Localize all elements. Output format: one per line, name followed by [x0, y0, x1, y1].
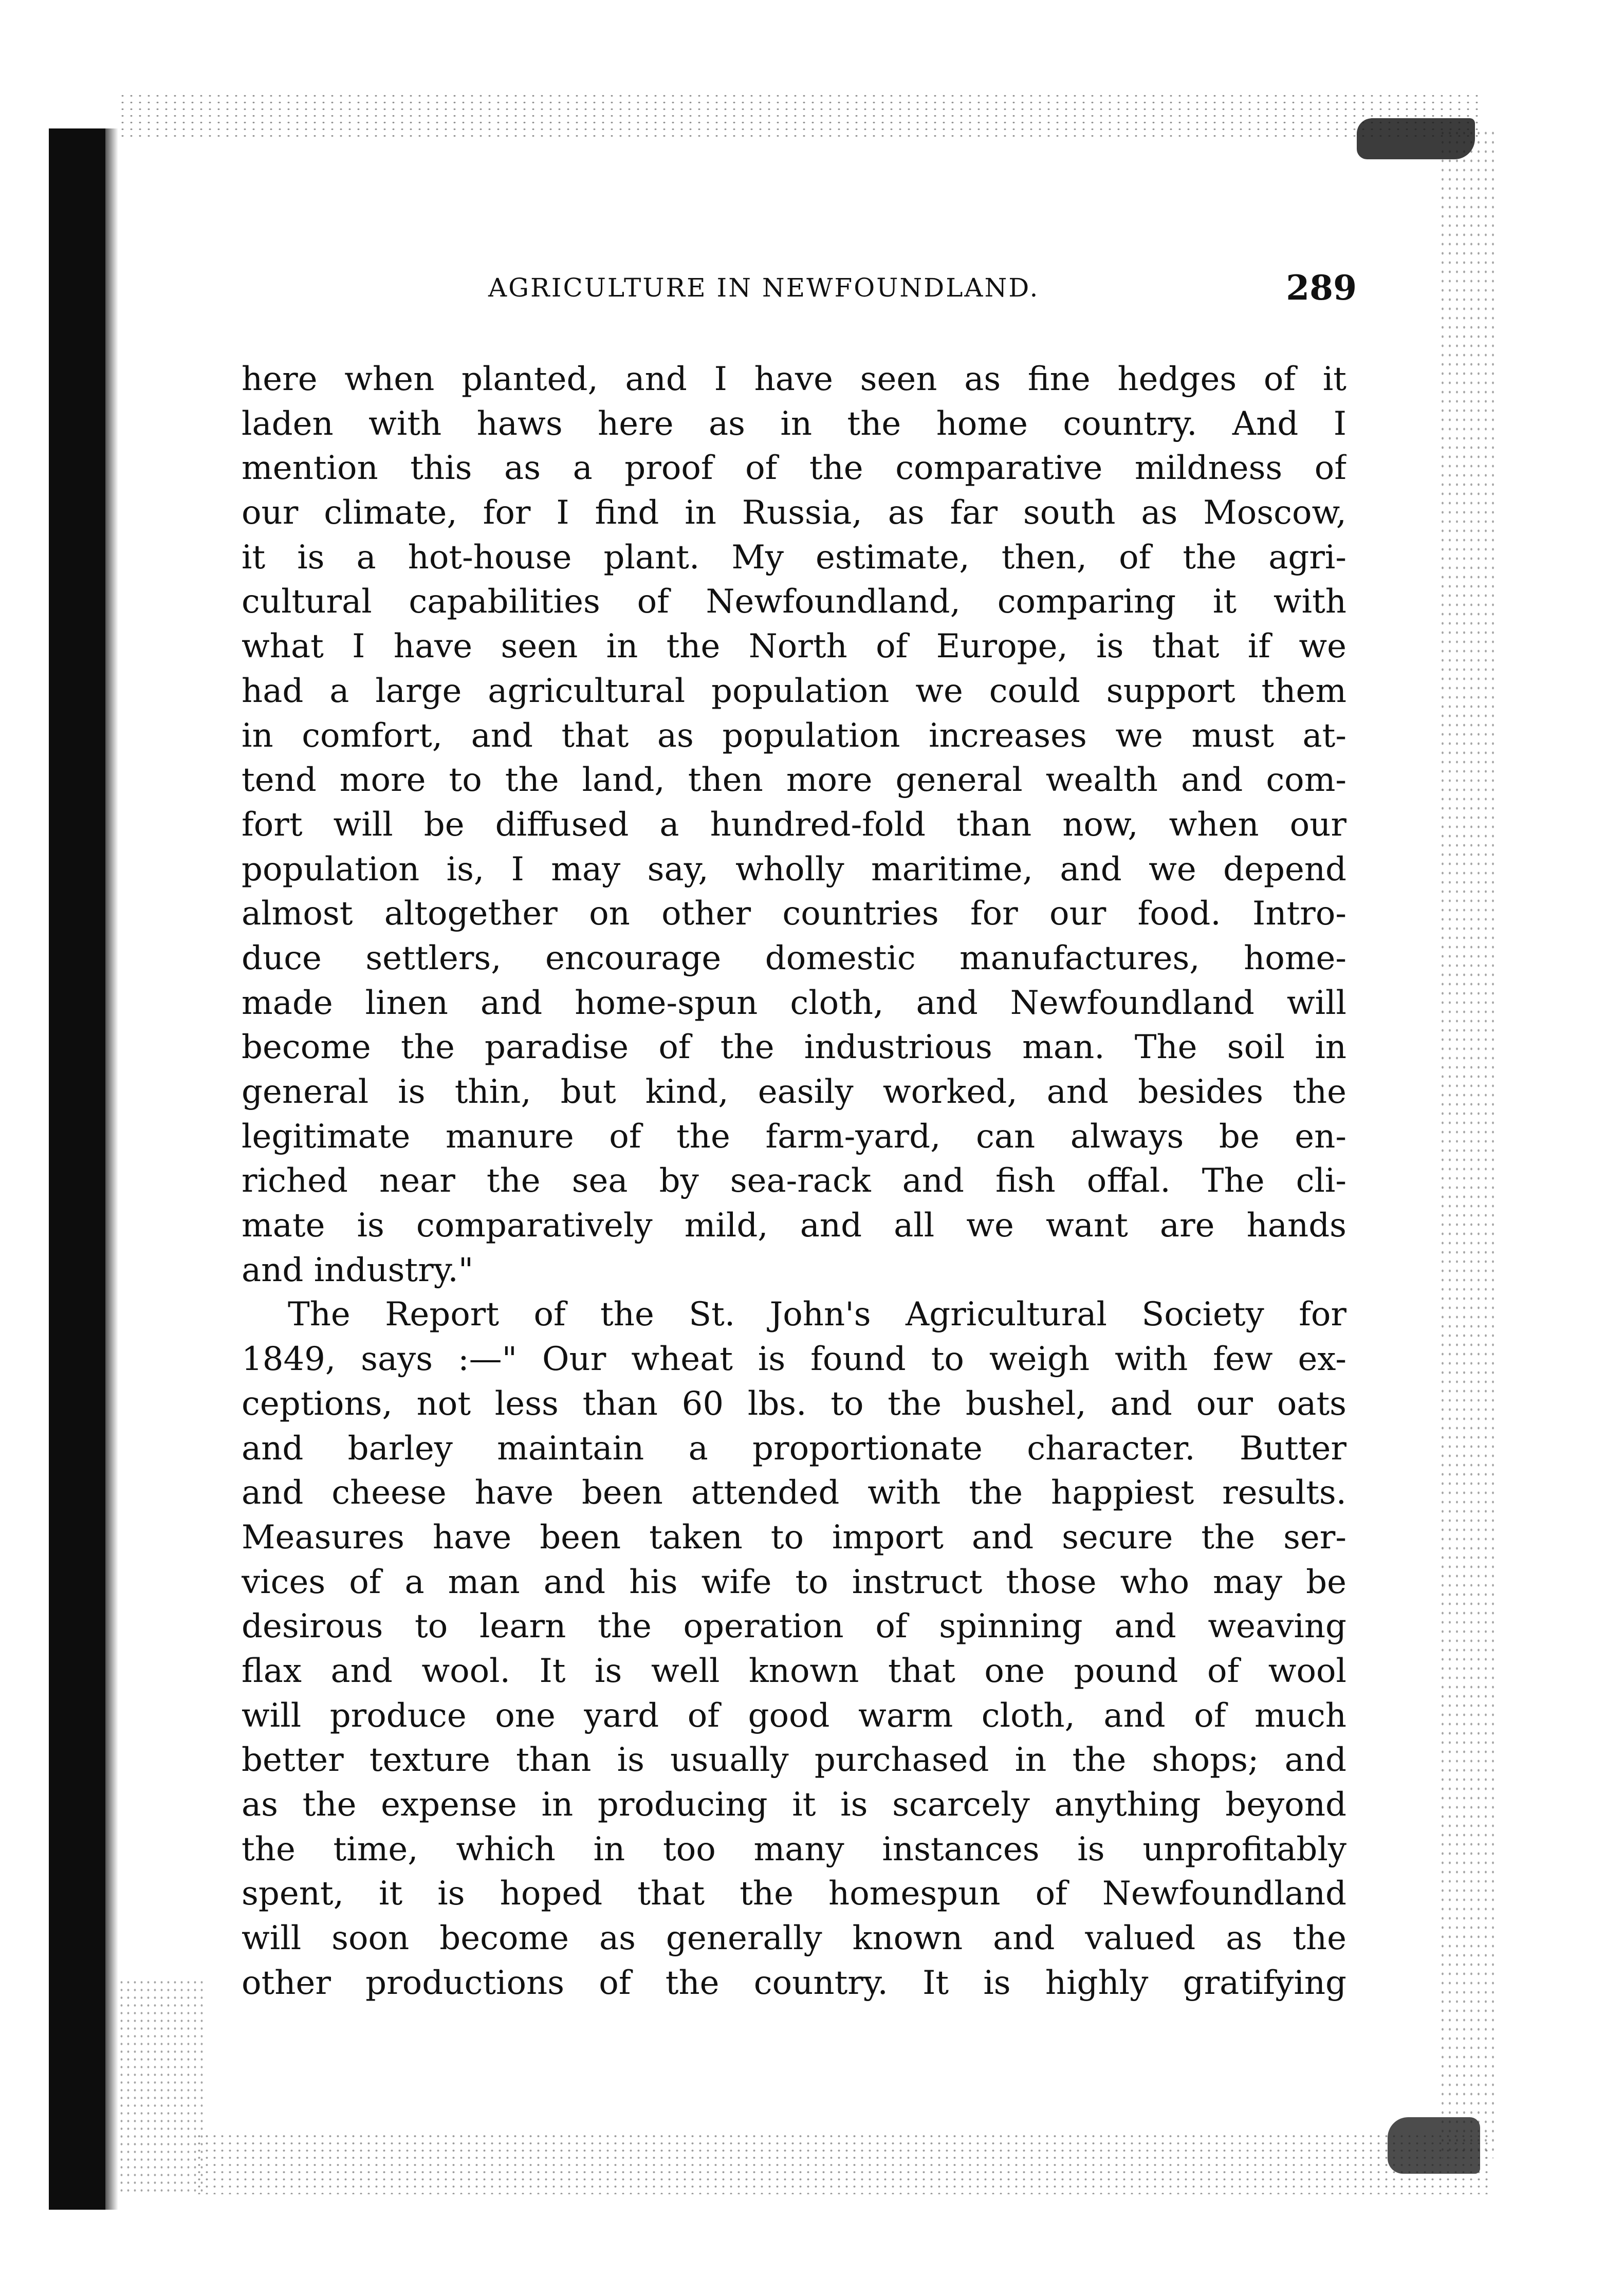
text-line: our climate, for I find in Russia, as far south as Moscow,	[242, 494, 1346, 532]
text-line: laden with haws here as in the home country. And I	[242, 404, 1346, 443]
text-line: become the paradise of the industrious man. The soil in	[242, 1028, 1346, 1067]
text-line: what I have seen in the North of Europe, is that if we	[242, 627, 1346, 666]
text-line: cultural capabilities of Newfoundland, comparing it with	[242, 583, 1346, 621]
text-line: will produce one yard of good warm cloth, and of much	[242, 1696, 1346, 1735]
text-line: as the expense in producing it is scarcely anything beyond	[242, 1786, 1346, 1824]
text-line: fort will be diffused a hundred-fold than now, when our	[242, 805, 1346, 844]
binding-edge	[49, 128, 105, 2210]
scan-noise-top	[118, 92, 1480, 139]
text-line: and cheese have been attended with the happiest results.	[242, 1474, 1346, 1512]
scan-noise-right	[1439, 128, 1496, 2158]
text-line: vices of a man and his wife to instruct those who may be	[242, 1563, 1346, 1601]
ink-blot-bottom-right	[1388, 2117, 1480, 2174]
scan-noise-left	[118, 1978, 206, 2194]
running-header	[242, 265, 1357, 311]
ink-blot-top-right	[1357, 118, 1475, 159]
text-line: mention this as a proof of the comparative mildness of	[242, 449, 1346, 488]
text-line: legitimate manure of the farm-yard, can always be en-	[242, 1117, 1346, 1156]
text-line: spent, it is hoped that the homespun of Newfoundland	[242, 1875, 1346, 1913]
text-line: the time, which in too many instances is unprofitably	[242, 1830, 1346, 1868]
text-line: ceptions, not less than 60 lbs. to the bushel, and our oats	[242, 1384, 1346, 1423]
text-line: 1849, says :—" Our wheat is found to weigh with few ex-	[242, 1340, 1346, 1379]
text-line: and barley maintain a proportionate character. Butter	[242, 1429, 1346, 1468]
text-line: tend more to the land, then more general wealth and com-	[242, 761, 1346, 800]
text-line: better texture than is usually purchased in the shops; and	[242, 1741, 1346, 1780]
scan-noise-bottom	[195, 2133, 1490, 2194]
page-number: 289	[1286, 268, 1357, 308]
text-line: The Report of the St. John's Agricultural Society for	[288, 1295, 1346, 1334]
text-line: general is thin, but kind, easily worked, and besides the	[242, 1073, 1346, 1111]
text-line: almost altogether on other countries for our food. Intro-	[242, 895, 1346, 933]
binding-shadow	[105, 128, 118, 2210]
text-line: flax and wool. It is well known that one pound of wool	[242, 1652, 1346, 1690]
text-line: made linen and home-spun cloth, and Newfoundland will	[242, 984, 1346, 1022]
text-line: duce settlers, encourage domestic manufactures, home-	[242, 939, 1346, 977]
text-line: Measures have been taken to import and secure the ser-	[242, 1518, 1346, 1557]
text-line: desirous to learn the operation of spinning and weaving	[242, 1607, 1346, 1646]
text-line: had a large agricultural population we could support them	[242, 672, 1346, 710]
text-line: population is, I may say, wholly maritime, and we depend	[242, 850, 1346, 889]
body-text	[242, 357, 1346, 2005]
text-line: riched near the sea by sea-rack and fish offal. The cli-	[242, 1162, 1346, 1200]
text-line: will soon become as generally known and valued as the	[242, 1919, 1346, 1958]
text-line: other productions of the country. It is highly gratifying	[242, 1964, 1346, 2002]
text-line: it is a hot-house plant. My estimate, then, of the agri-	[242, 538, 1346, 577]
text-line: and industry."	[242, 1251, 474, 1289]
running-header-title: AGRICULTURE IN NEWFOUNDLAND.	[488, 273, 1040, 303]
text-line: here when planted, and I have seen as fine hedges of it	[242, 360, 1346, 398]
text-line: mate is comparatively mild, and all we want are hands	[242, 1207, 1346, 1245]
text-line: in comfort, and that as population increases we must at-	[242, 716, 1346, 755]
